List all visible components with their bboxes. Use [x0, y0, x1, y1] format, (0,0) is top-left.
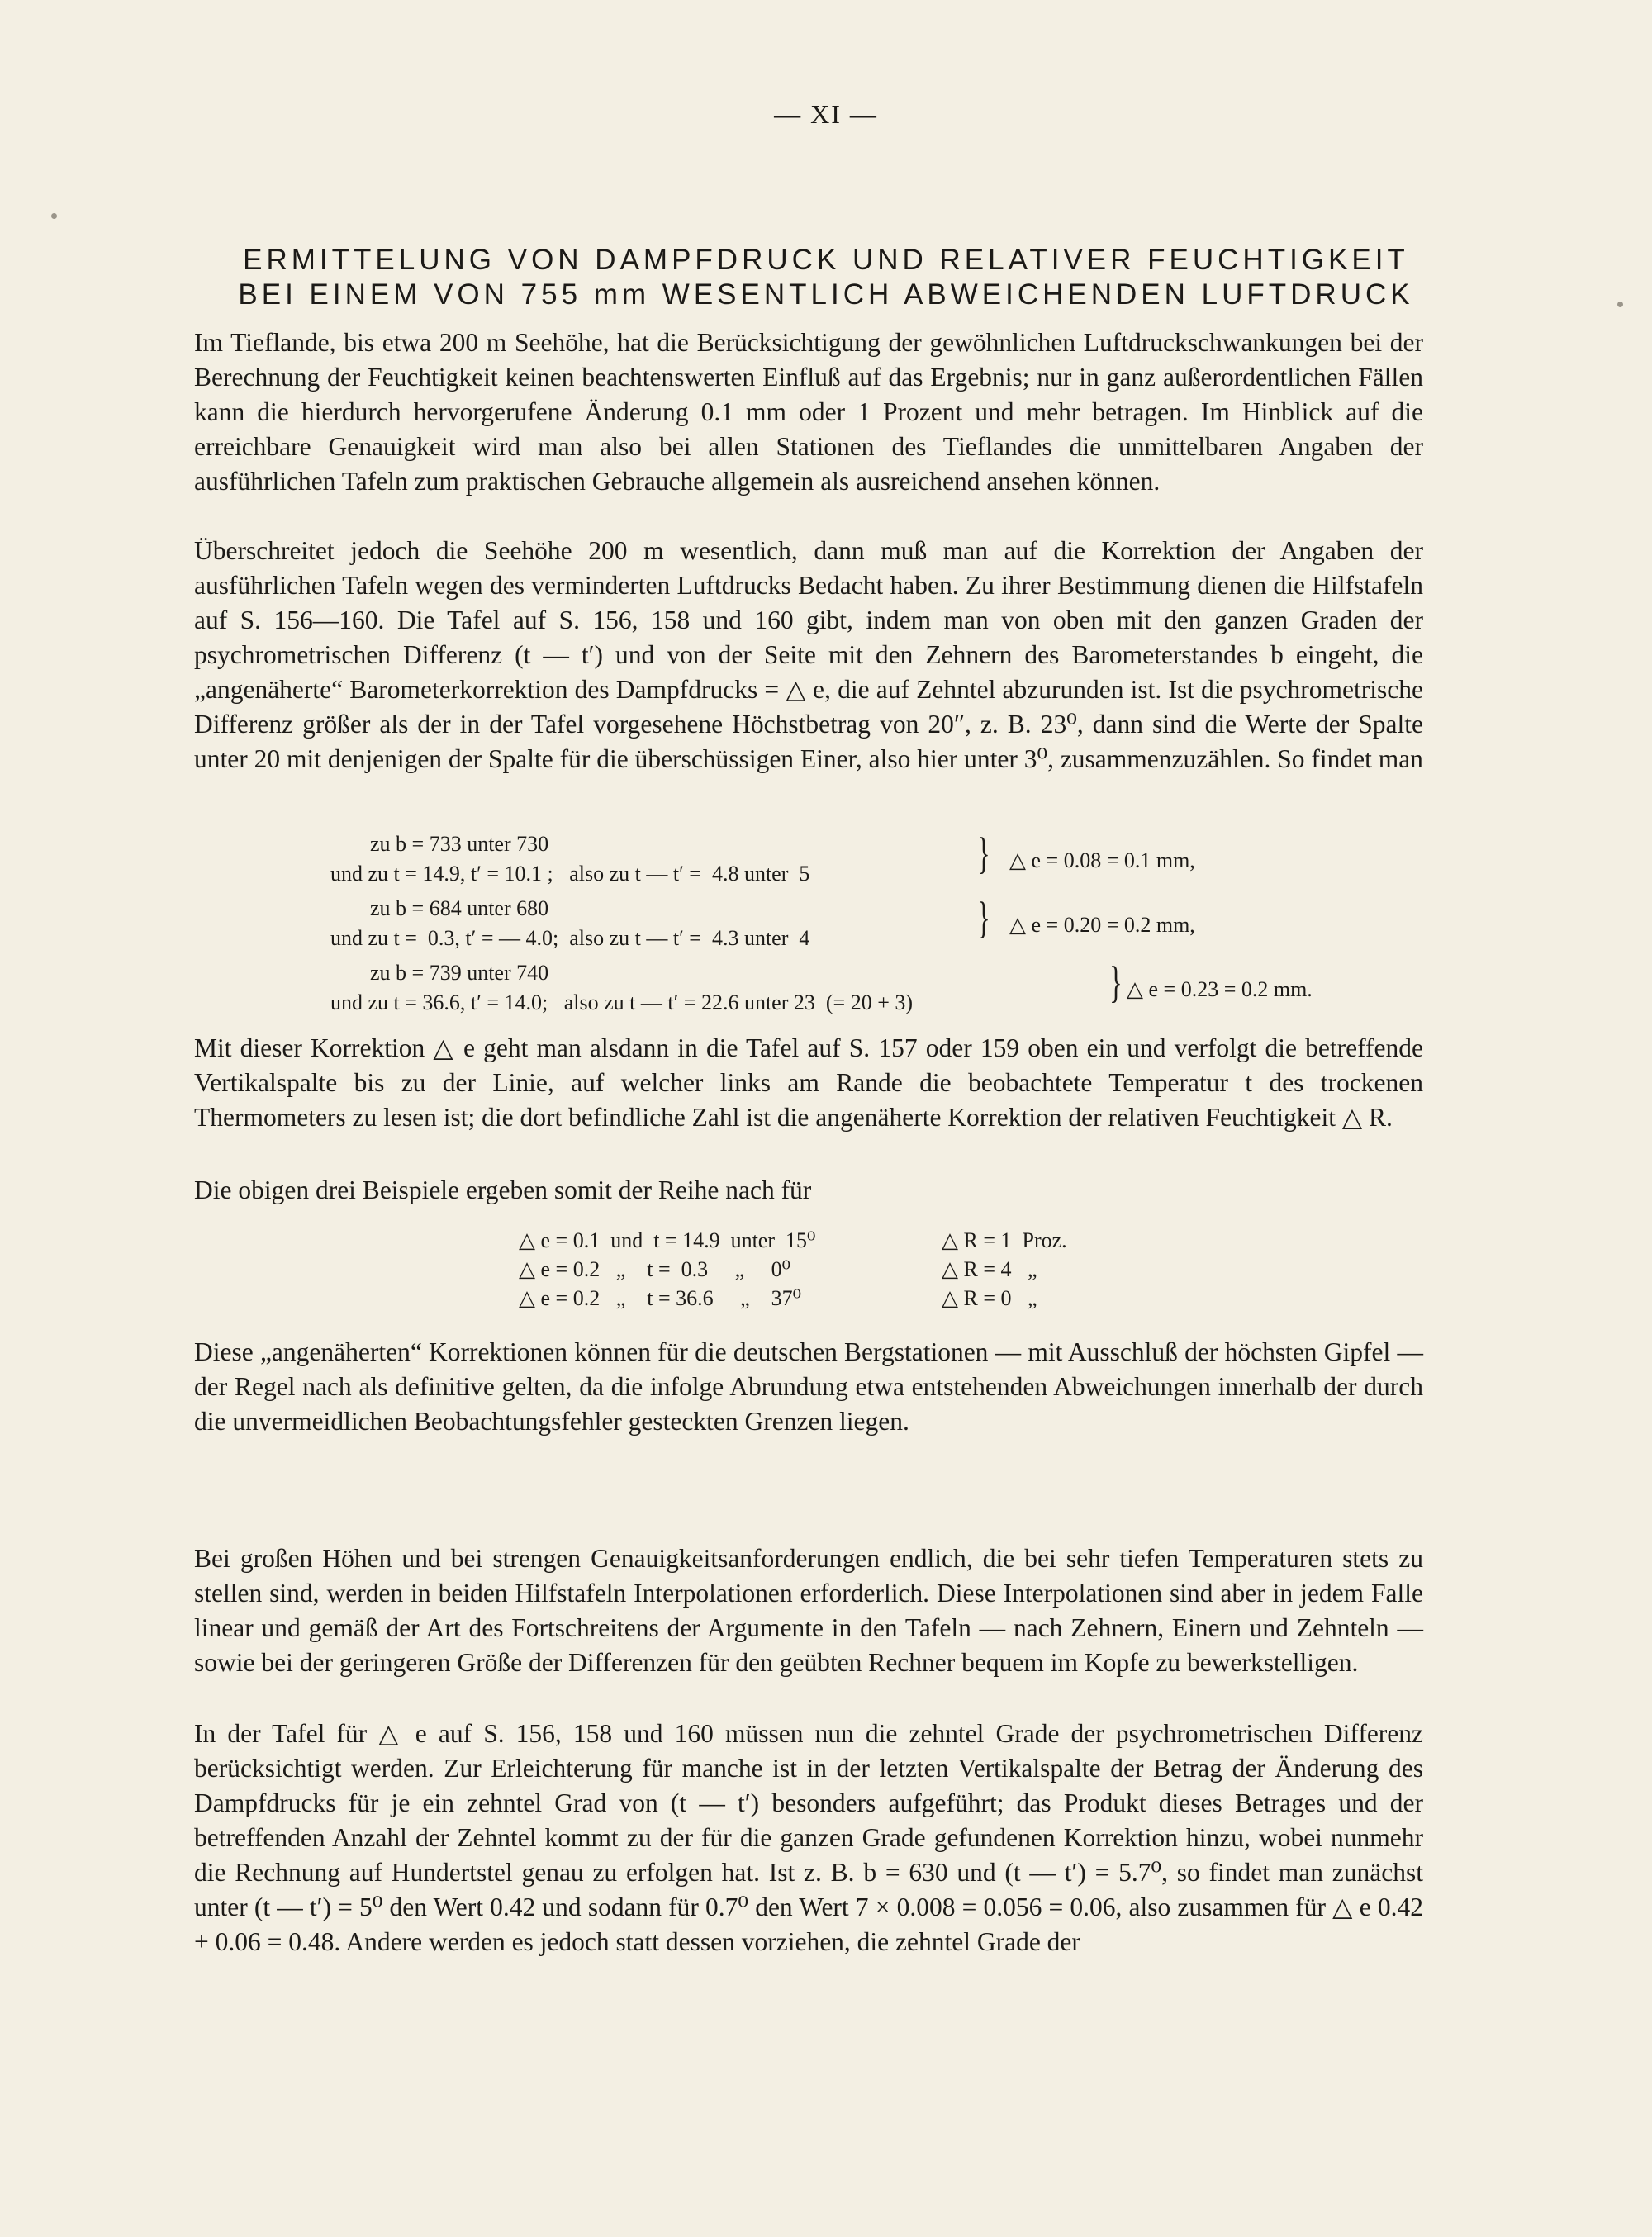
- results-row-3-left: △ e = 0.2 „ t = 36.6 „ 37⁰: [519, 1286, 802, 1310]
- paragraph-5: Diese „angenäherten“ Korrektionen können für die deutschen Bergstationen — mit Ausschluß der höchsten Gipfel — der Regel nach als definitive gelten, da die infolge Abrundung etwa entstehenden Abweichungen innerhalb der durch die unvermeidlichen Beobachtungsfehler gesteckten Grenzen liegen.: [194, 1337, 1423, 1436]
- example-1-line-2: und zu t = 14.9, t′ = 10.1 ; also zu t — t′ = 4.8 unter 5: [330, 862, 810, 886]
- example-3-line-1: zu b = 739 unter 740: [370, 961, 549, 985]
- paragraph-4: Die obigen drei Beispiele ergeben somit der Reihe nach für: [194, 1175, 812, 1204]
- example-1-result: △ e = 0.08 = 0.1 mm,: [1009, 848, 1195, 872]
- example-3-line-2: und zu t = 36.6, t′ = 14.0; also zu t — t′ = 22.6 unter 23 (= 20 + 3): [330, 990, 914, 1014]
- heading-line-1: ERMITTELUNG VON DAMPFDRUCK UND RELATIVER FEUCHTIGKEIT: [243, 244, 1409, 276]
- heading-line-2: BEI EINEM VON 755 mm WESENTLICH ABWEICHENDEN LUFTDRUCK: [238, 278, 1414, 311]
- paragraph-7: In der Tafel für △ e auf S. 156, 158 und 160 müssen nun die zehntel Grade der psychrometrischen Differenz berücksichtigt werden. Zur Erleichterung für manche ist in der letzten Vertikalspalte der Betrag der Änderung des Dampfdrucks für je ein zehntel Grad von (t — t′) besonders aufgeführt; das Produkt dieses Betrages und der betreffenden Anzahl der Zehntel kommt zu der für die ganzen Grade gefundenen Korrektion hinzu, wobei nunmehr die Rechnung auf Hundertstel genau zu erfolgen hat. Ist z. B. b = 630 und (t — t′) = 5.7⁰, so findet man zunächst unter (t — t′) = 5⁰ den Wert 0.42 und sodann für 0.7⁰ den Wert 7 × 0.008 = 0.056 = 0.06, also zusammen für △ e 0.42 + 0.06 = 0.48. Andere werden es jedoch statt dessen vorziehen, die zehntel Grade der: [194, 1719, 1423, 1956]
- results-row-1-left: △ e = 0.1 und t = 14.9 unter 15⁰: [519, 1228, 816, 1252]
- example-2-result: △ e = 0.20 = 0.2 mm,: [1009, 913, 1195, 937]
- page-number: — XI —: [774, 99, 878, 129]
- example-3-result: △ e = 0.23 = 0.2 mm.: [1127, 977, 1313, 1001]
- margin-speck: [51, 213, 57, 219]
- example-2-brace: }: [977, 893, 990, 943]
- results-row-2-left: △ e = 0.2 „ t = 0.3 „ 0⁰: [519, 1257, 791, 1281]
- example-1-line-1: zu b = 733 unter 730: [370, 832, 549, 856]
- results-row-2-right: △ R = 4 „: [942, 1257, 1037, 1281]
- paragraph-1: Im Tieflande, bis etwa 200 m Seehöhe, hat die Berücksichtigung der gewöhnlichen Luftdruckschwankungen bei der Berechnung der Feuchtigkeit keinen beachtenswerten Einfluß auf das Ergebnis; nur in ganz außerordentlichen Fällen kann die hierdurch hervorgerufene Änderung 0.1 mm oder 1 Prozent und mehr betragen. Im Hinblick auf die erreichbare Genauigkeit wird man also bei allen Stationen des Tieflandes die unmittelbaren Angaben der ausführlichen Tafeln zum praktischen Gebrauche allgemein als ausreichend ansehen können.: [194, 328, 1423, 496]
- example-1-brace: }: [977, 829, 990, 878]
- example-3-brace: }: [1109, 957, 1123, 1007]
- paragraph-2: Überschreitet jedoch die Seehöhe 200 m wesentlich, dann muß man auf die Korrektion der Angaben der ausführlichen Tafeln wegen des verminderten Luftdrucks Bedacht haben. Zu ihrer Bestimmung dienen die Hilfstafeln auf S. 156—160. Die Tafel auf S. 156, 158 und 160 gibt, indem man von oben mit den ganzen Graden der psychrometrischen Differenz (t — t′) und von der Seite mit den Zehnern des Barometerstandes b eingeht, die „angenäherte“ Barometerkorrektion des Dampfdrucks = △ e, die auf Zehntel abzurunden ist. Ist die psychrometrische Differenz größer als der in der Tafel vorgesehene Höchstbetrag von 20″, z. B. 23⁰, dann sind die Werte der Spalte unter 20 mit denjenigen der Spalte für die überschüssigen Einer, also hier unter 3⁰, zusammenzuzählen. So findet man: [194, 536, 1423, 773]
- paragraph-6: Bei großen Höhen und bei strengen Genauigkeitsanforderungen endlich, die bei sehr tiefen Temperaturen stets zu stellen sind, werden in beiden Hilfstafeln Interpolationen erforderlich. Diese Interpolationen sind aber in jedem Falle linear und gemäß der Art des Fortschreitens der Argumente in den Tafeln — nach Zehnern, Einern und Zehnteln — sowie bei der geringeren Größe der Differenzen für den geübten Rechner bequem im Kopfe zu bewerkstelligen.: [194, 1544, 1423, 1677]
- results-row-3-right: △ R = 0 „: [942, 1286, 1037, 1310]
- results-row-1-right: △ R = 1 Proz.: [942, 1228, 1067, 1252]
- margin-speck: [1617, 302, 1623, 307]
- example-2-line-2: und zu t = 0.3, t′ = — 4.0; also zu t — t′ = 4.3 unter 4: [330, 926, 810, 950]
- example-2-line-1: zu b = 684 unter 680: [370, 896, 549, 920]
- paragraph-3: Mit dieser Korrektion △ e geht man alsdann in die Tafel auf S. 157 oder 159 oben ein und verfolgt die betreffende Vertikalspalte bis zu der Linie, auf welcher links am Rande die beobachtete Temperatur t des trockenen Thermometers zu lesen ist; die dort befindliche Zahl ist die angenäherte Korrektion der relativen Feuchtigkeit △ R.: [194, 1033, 1423, 1132]
